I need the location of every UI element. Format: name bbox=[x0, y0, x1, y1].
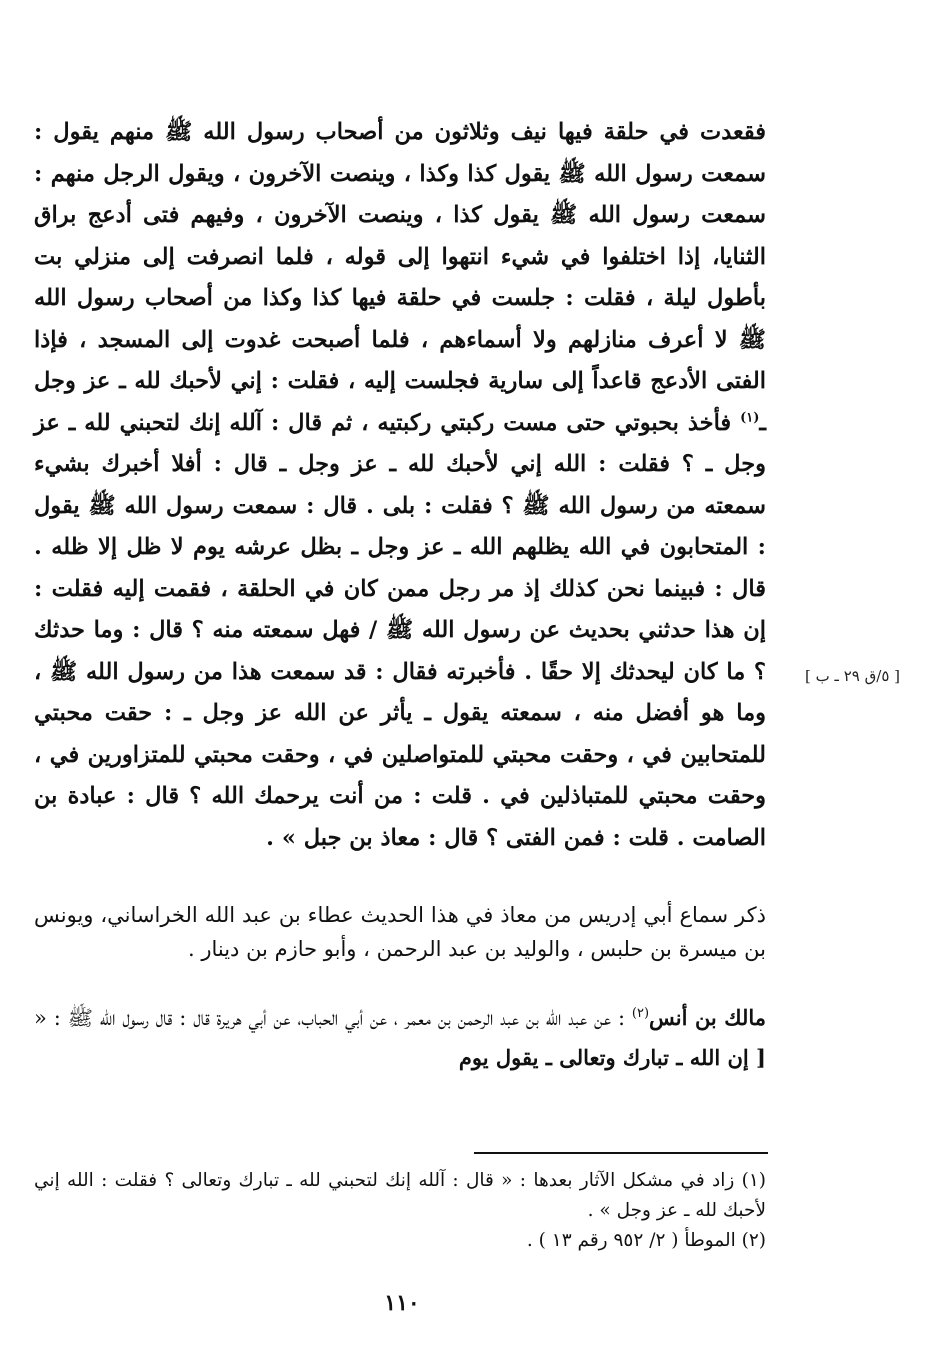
footnote-ref-2: (٢) bbox=[631, 1006, 650, 1021]
footnote-divider bbox=[474, 1152, 768, 1154]
hadith-text-start: [ إن الله ـ تبارك وتعالى ـ يقول يوم bbox=[458, 1045, 766, 1070]
footnote-2: (٢) الموطأ ( ٢/ ٩٥٢ رقم ١٣ ) . bbox=[526, 1230, 766, 1251]
footnote-1: (١) زاد في مشكل الآثار بعدها : « قال : آلله إنك لتحبني لله ـ تبارك وتعالى ؟ فقلت : الله إني لأحبك لله ـ عز وجل » . bbox=[34, 1170, 766, 1221]
manuscript-folio-note: [ ٥/ق ٢٩ ـ ب ] bbox=[805, 667, 900, 685]
isnad-text: : عن عبد الله بن عبد الرحمن بن معمر ، عن أبي الحباب، عن أبي هريرة قال : قال رسول الله ﷺ : « bbox=[34, 1006, 632, 1030]
footnote-ref-1: (١) bbox=[740, 410, 760, 425]
malik-hadith-block bbox=[34, 998, 766, 1078]
footnotes-block bbox=[34, 1166, 766, 1256]
malik-hadith bbox=[34, 998, 766, 1078]
narration-note-block bbox=[34, 898, 766, 966]
main-paragraph bbox=[34, 112, 766, 859]
main-paragraph-part-1: فقعدت في حلقة فيها نيف وثلاثون من أصحاب رسول الله ﷺ منهم يقول : سمعت رسول الله ﷺ يقول كذا وكذا ، وينصت الآخرون ، ويقول الرجل منهم : سمعت رسول الله ﷺ يقول كذا ، وينصت الآخرون ، وفيهم فتى أدعج براق الثنايا، إذا اختلفوا في شيء انتهوا إلى قوله ، فلما انصرفت إلى منزلي بت بأطول ليلة ، فقلت : جلست في حلقة فيها كذا وكذا من أصحاب رسول الله ﷺ لا أعرف منازلهم ولا أسماءهم ، فلما أصبحت غدوت إلى المسجد ، فإذا الفتى الأدعج قاعداً إلى سارية فجلست إليه ، فقلت : إني لأحبك لله ـ عز وجل ـ bbox=[34, 119, 766, 436]
main-paragraph-part-2: فأخذ بحبوتي حتى مست ركبتي ركبتيه ، ثم قال : آلله إنك لتحبني لله ـ عز وجل ـ ؟ فقلت : الله إني لأحبك لله ـ عز وجل ـ قال : أفلا أخبرك بشيء سمعته من رسول الله ﷺ ؟ فقلت : بلى . قال : سمعت رسول الله ﷺ يقول : المتحابون في الله يظلهم الله ـ عز وجل ـ بظل عرشه يوم لا ظل إلا ظله . قال : فبينما نحن كذلك إذ مر رجل ممن كان في الحلقة ، فقمت إليه فقلت : إن هذا حدثني بحديث عن رسول الله ﷺ / فهل سمعته منه ؟ قال : وما حدثك ؟ ما كان ليحدثك إلا حقًا . فأخبرته فقال : قد سمعت هذا من رسول الله ﷺ ، وما هو أفضل منه ، سمعته يقول ـ يأثر عن الله عز وجل ـ : حقت محبتي للمتحابين في ، وحقت محبتي للمتواصلين في ، وحقت محبتي للمتزاورين في ، وحقت محبتي للمتباذلين في . قلت : من أنت يرحمك الله ؟ قال : عبادة بن الصامت . قلت : فمن الفتى ؟ قال : معاذ بن جبل » . bbox=[34, 409, 766, 851]
narrator-name: مالك بن أنس bbox=[649, 1005, 766, 1030]
page-number: ١١٠ bbox=[384, 1290, 420, 1316]
narration-note: ذكر سماع أبي إدريس من معاذ في هذا الحديث عطاء بن عبد الله الخراساني، ويونس بن ميسرة بن حلبس ، والوليد بن عبد الرحمن ، وأبو حازم بن دينار . bbox=[34, 903, 766, 961]
main-text-block bbox=[34, 112, 766, 859]
